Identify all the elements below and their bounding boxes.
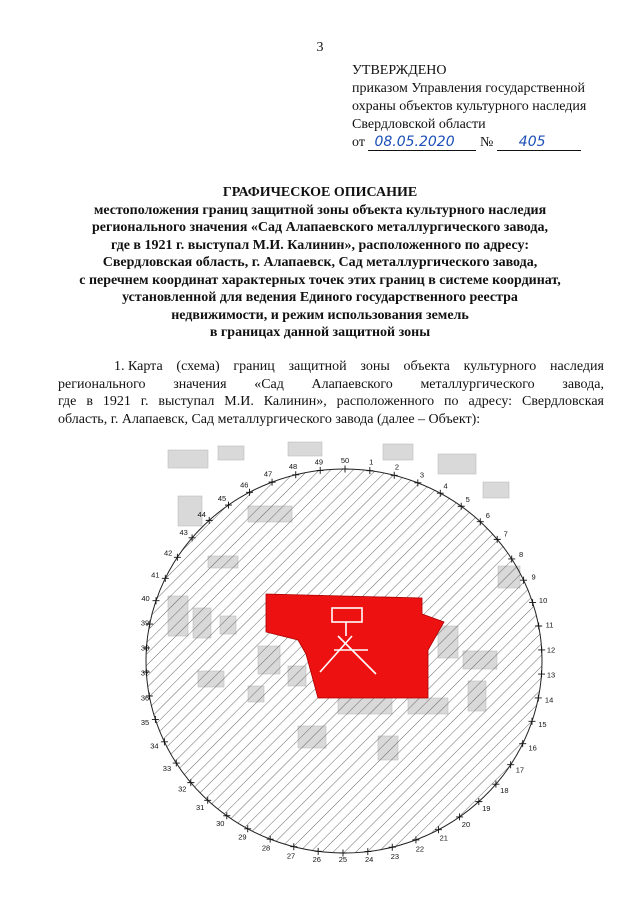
para-line-1 (60, 358, 604, 376)
boundary-point-label: 15 (538, 720, 547, 730)
para-word: в (86, 394, 93, 409)
boundary-point-label: 2 (394, 462, 400, 472)
zone-map (138, 436, 558, 866)
para-word: наследия (549, 359, 604, 374)
heading-line-7: установленной для ведения Единого государственного реестра (122, 290, 518, 305)
para-word: где (58, 394, 77, 409)
boundary-point-label: 6 (485, 511, 490, 521)
handwritten-date: 08.05.2020 (374, 134, 455, 150)
boundary-point-label: 47 (263, 469, 273, 479)
boundary-point-label: 4 (443, 481, 448, 491)
boundary-point-label: 41 (151, 570, 160, 580)
para-word: Алапаевского (311, 376, 393, 392)
heading-line-8: недвижимости, и режим использования земель (171, 307, 469, 323)
date-field (368, 135, 476, 151)
para-word: адресу: (468, 394, 513, 409)
boundary-point-label: 48 (288, 462, 298, 472)
boundary-point-label: 28 (261, 843, 271, 853)
para-word: (схема) (176, 359, 220, 374)
boundary-point-label: 26 (312, 855, 321, 864)
boundary-point-label: 33 (162, 763, 172, 773)
boundary-point-label: 25 (338, 855, 348, 864)
approval-line-3: Свердловской области (352, 117, 486, 132)
boundary-point-label: 35 (140, 718, 150, 728)
boundary-point-label: 9 (531, 572, 536, 582)
boundary-point-label: 24 (364, 855, 374, 864)
para-word: Калинин», (263, 394, 327, 409)
boundary-point-label: 16 (528, 743, 537, 753)
para-line-3 (58, 393, 604, 411)
para-word: 1921 (102, 394, 131, 409)
heading-line-6: с перечнем координат характерных точек этих границ в системе координат, (79, 272, 561, 288)
boundary-point-label: 30 (216, 819, 225, 829)
boundary-point-label: 44 (197, 509, 206, 519)
boundary-point-label: 19 (482, 804, 491, 814)
number-field (497, 135, 581, 151)
para-word: границ (233, 359, 275, 374)
para-word: культурного (463, 359, 537, 374)
boundary-point-label: 49 (314, 457, 324, 467)
boundary-point-label: 31 (195, 802, 205, 812)
para-word: зоны (360, 359, 390, 374)
boundary-point-label: 1 (369, 457, 374, 467)
boundary-point-label: 11 (545, 620, 554, 630)
boundary-point-label: 8 (518, 550, 524, 560)
heading-line-1: ГРАФИЧЕСКОЕ ОПИСАНИЕ (222, 185, 418, 200)
boundary-point-label: 17 (515, 765, 525, 775)
boundary-point-label: 29 (238, 832, 247, 842)
para-word: объекта (403, 359, 450, 374)
boundary-point-label: 23 (390, 851, 400, 861)
boundary-point-label: 40 (141, 593, 150, 603)
boundary-point-label: 3 (419, 470, 425, 480)
boundary-point-label: 39 (140, 618, 150, 628)
para-word: завода, (562, 376, 604, 392)
boundary-point-label: 7 (503, 529, 508, 539)
para-word: Свердловская (522, 394, 604, 409)
number-label: № (479, 135, 494, 150)
boundary-point-label: 45 (217, 493, 227, 503)
body-paragraph (60, 358, 604, 428)
heading-line-5: Свердловская область, г. Алапаевск, Сад металлургического завода, (102, 255, 538, 270)
para-word: г. (140, 394, 149, 409)
boundary-point-label: 21 (439, 833, 448, 843)
boundary-point-label: 32 (178, 784, 187, 794)
para-word: металлургического (420, 376, 535, 392)
approval-line-1: приказом Управления государственной (352, 81, 586, 96)
para-line-2 (58, 376, 604, 394)
heading-line-2: местоположения границ защитной зоны объекта культурного наследия (93, 202, 547, 218)
boundary-point-label: 10 (538, 595, 548, 605)
boundary-point-label: 34 (150, 741, 159, 751)
para-word: 1. Карта (114, 359, 163, 374)
approval-title: УТВЕРЖДЕНО (352, 63, 447, 78)
boundary-point-label: 22 (415, 844, 425, 854)
heading-line-9: в границах данной защитной зоны (209, 325, 431, 340)
para-word: выступал (158, 394, 215, 409)
approval-line-2: охраны объектов культурного наследия (352, 99, 587, 114)
para-word: по (444, 394, 459, 409)
boundary-point-label: 27 (286, 851, 296, 861)
boundary-point-label: 14 (544, 695, 554, 705)
document-heading (40, 184, 600, 342)
boundary-point-label: 36 (140, 693, 150, 703)
handwritten-number: 405 (518, 134, 546, 150)
para-word: значения (173, 376, 227, 392)
heading-line-4: где в 1921 г. выступал М.И. Калинин», расположенного по адресу: (110, 237, 530, 253)
para-line-4: область, г. Алапаевск, Сад металлургического завода (далее – Объект): (58, 411, 481, 427)
boundary-point-label: 5 (465, 494, 470, 504)
boundary-point-label: 46 (240, 480, 249, 490)
approval-block (352, 62, 632, 152)
boundary-point-label: 18 (500, 785, 509, 795)
boundary-point-label: 37 (140, 668, 150, 678)
para-word: расположенного (336, 394, 435, 409)
boundary-point-label: 42 (163, 548, 173, 558)
boundary-point-label: 12 (546, 645, 556, 655)
boundary-point-label: 20 (461, 820, 471, 830)
para-word: регионального (58, 376, 146, 392)
boundary-point-label: 38 (140, 643, 150, 653)
para-word: «Сад (254, 376, 284, 392)
boundary-point-label: 13 (546, 670, 556, 680)
boundary-point-label: 50 (340, 456, 350, 466)
heading-line-3: регионального значения «Сад Алапаевского металлургического завода, (92, 220, 548, 235)
boundary-point-label: 43 (179, 528, 188, 538)
approval-date-line (352, 134, 632, 152)
from-prefix: от (352, 135, 365, 150)
para-word: защитной (288, 359, 347, 374)
para-word: М.И. (224, 394, 254, 409)
page-number: 3 (316, 40, 324, 55)
